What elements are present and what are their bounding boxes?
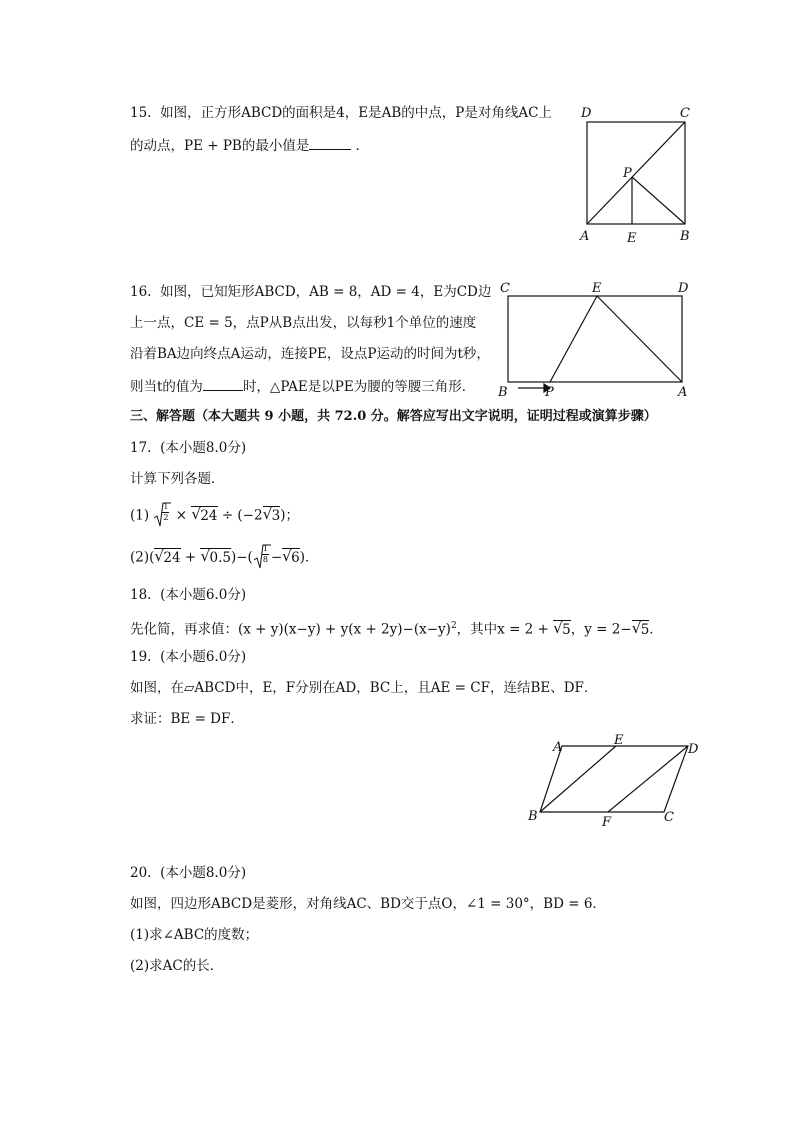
q17-p1-r24: 24 bbox=[200, 507, 218, 524]
q17-p2-end: )． bbox=[299, 549, 319, 566]
q15-label-c: C bbox=[680, 106, 690, 121]
q17-p2-sqrt24: √ 24 bbox=[154, 546, 181, 566]
q17-p2-sqrt6: √ 6 bbox=[282, 546, 300, 566]
q18-text-mid: ，其中x = 2 + bbox=[456, 621, 554, 638]
q15-segment-pb bbox=[632, 177, 685, 224]
q18-sqrt5-b: √ 5 bbox=[631, 618, 650, 638]
q19-figure-parallelogram bbox=[520, 730, 710, 830]
q18-text-end: ． bbox=[649, 621, 663, 638]
q15-text-2: 的动点，PE + PB的最小值是 bbox=[130, 138, 310, 154]
q17-number: 17. bbox=[130, 440, 152, 456]
q15-label-b: B bbox=[680, 229, 690, 244]
q17-p2-r24: 24 bbox=[163, 549, 181, 566]
q16-text-4b: 时，△PAE是以PE为腰的等腰三角形． bbox=[242, 379, 476, 395]
q17-p1-sqrt24: √ 24 bbox=[191, 504, 218, 524]
q18-r5b: 5 bbox=[640, 621, 650, 638]
q20-number: 20. bbox=[130, 865, 152, 881]
q18-number: 18. bbox=[130, 587, 152, 603]
q18-text-mid2: ，y = 2− bbox=[570, 621, 632, 638]
q17-p2-frac-den: 8 bbox=[262, 555, 268, 564]
q17-p2-plus: + bbox=[184, 549, 197, 566]
q18-text-pre: 先化简，再求值：(x + y)(x−y) + y(x + 2y)−(x−y) bbox=[130, 621, 451, 638]
q16-number: 16. bbox=[130, 284, 152, 300]
q16-text-1: 如图，已知矩形ABCD，AB = 8，AD = 4，E为CD边 bbox=[160, 284, 492, 300]
q15-text-1: 如图，正方形ABCD的面积是4，E是AB的中点，P是对角线AC上 bbox=[160, 105, 552, 121]
q19-label-c: C bbox=[664, 810, 674, 825]
q17-header bbox=[130, 439, 246, 457]
q17-p1-frac-num: 1 bbox=[163, 502, 169, 511]
q17-p2-r6: 6 bbox=[291, 549, 300, 566]
q17-p2-sqrt-frac bbox=[253, 546, 271, 570]
q17-p2-sqrt05: √ 0.5 bbox=[200, 546, 231, 566]
q16-answer-blank[interactable] bbox=[203, 376, 243, 391]
q16-segment-pe bbox=[550, 296, 597, 382]
q17-p1-times: × bbox=[175, 507, 188, 524]
q16-label-p: P bbox=[545, 385, 554, 400]
q15-diagonal-ac bbox=[587, 122, 685, 224]
q19-label-a: A bbox=[553, 740, 563, 755]
q19-number: 19. bbox=[130, 649, 152, 665]
q17-p1-div: ÷ (−2 bbox=[221, 507, 263, 524]
q17-p2-r05: 0.5 bbox=[209, 549, 231, 566]
q17-p2-minus: − bbox=[270, 549, 283, 566]
q17-p2-label: (2)( bbox=[130, 549, 155, 566]
q17-p1-sqrt-frac bbox=[153, 504, 171, 528]
q15-line1 bbox=[130, 104, 552, 122]
q17-p2-mid: )−( bbox=[230, 549, 253, 566]
q19-line1: 如图，在▱ABCD中，E，F分别在AD，BC上，且AE = CF，连结BE、DF． bbox=[130, 680, 598, 696]
q20-header bbox=[130, 864, 246, 882]
q15-label-d: D bbox=[581, 106, 592, 121]
q15-end: ． bbox=[355, 138, 370, 154]
q17-p1-r3: 3 bbox=[271, 507, 281, 524]
q18-r5a: 5 bbox=[562, 621, 571, 638]
q16-rectangle bbox=[508, 296, 682, 382]
q19-label-b: B bbox=[528, 809, 538, 824]
q20-line1: 如图，四边形ABCD是菱形，对角线AC、BD交于点O，∠1 = 30°，BD = 6． bbox=[130, 896, 606, 912]
q15-label-a: A bbox=[580, 229, 590, 244]
q16-line3: 沿着BA边向终点A运动，连接PE，设点P运动的时间为t秒， bbox=[130, 346, 490, 362]
q17-part1 bbox=[130, 504, 299, 530]
q16-label-c: C bbox=[500, 281, 510, 296]
q15-number: 15. bbox=[130, 105, 152, 121]
q17-score: (本小题8.0分) bbox=[160, 440, 247, 456]
q15-answer-blank[interactable] bbox=[309, 135, 351, 150]
q19-label-d: D bbox=[688, 742, 699, 757]
q19-header bbox=[130, 648, 246, 666]
q17-intro: 计算下列各题． bbox=[130, 471, 225, 487]
q17-part2 bbox=[130, 546, 319, 572]
q17-p1-sqrt3: √ 3 bbox=[262, 504, 281, 524]
q16-line4 bbox=[130, 376, 475, 396]
q15-label-e: E bbox=[627, 231, 637, 246]
q16-segment-ea bbox=[597, 296, 682, 382]
q15-line2 bbox=[130, 135, 369, 155]
q16-line1 bbox=[130, 283, 491, 301]
q20-score: (本小题8.0分) bbox=[160, 865, 247, 881]
q19-label-e: E bbox=[614, 733, 624, 748]
q16-line2: 上一点，CE = 5，点P从B点出发，以每秒1个单位的速度 bbox=[130, 315, 477, 331]
q19-parallelogram bbox=[540, 746, 688, 812]
q16-label-a: A bbox=[678, 385, 688, 400]
q20-line2: (1)求∠ABC的度数； bbox=[130, 927, 259, 943]
q19-score: (本小题6.0分) bbox=[160, 649, 247, 665]
q18-text bbox=[130, 617, 663, 639]
q16-label-e: E bbox=[592, 281, 602, 296]
q17-p1-label: (1) bbox=[130, 507, 150, 524]
q20-line3: (2)求AC的长． bbox=[130, 958, 224, 974]
q18-text-sup: 2 bbox=[450, 621, 457, 631]
q18-score: (本小题6.0分) bbox=[160, 587, 247, 603]
q19-line2: 求证：BE = DF． bbox=[130, 711, 244, 727]
q17-p2-frac-num: 1 bbox=[262, 544, 268, 553]
q18-header bbox=[130, 586, 246, 604]
q17-p1-frac-den: 2 bbox=[163, 513, 169, 522]
section-3-heading: 三、解答题（本大题共 9 小题，共 72.0 分。解答应写出文字说明，证明过程或演算步骤） bbox=[130, 409, 657, 424]
q16-label-d: D bbox=[678, 281, 689, 296]
q16-text-4a: 则当t的值为 bbox=[130, 379, 203, 395]
q15-label-p: P bbox=[623, 166, 632, 181]
q17-p1-end: )； bbox=[280, 507, 299, 524]
q19-label-f: F bbox=[602, 815, 612, 830]
q16-label-b: B bbox=[498, 385, 508, 400]
q15-figure-square bbox=[570, 100, 700, 250]
q16-figure-rectangle bbox=[492, 278, 702, 400]
q18-sqrt5-a: √ 5 bbox=[553, 618, 571, 638]
